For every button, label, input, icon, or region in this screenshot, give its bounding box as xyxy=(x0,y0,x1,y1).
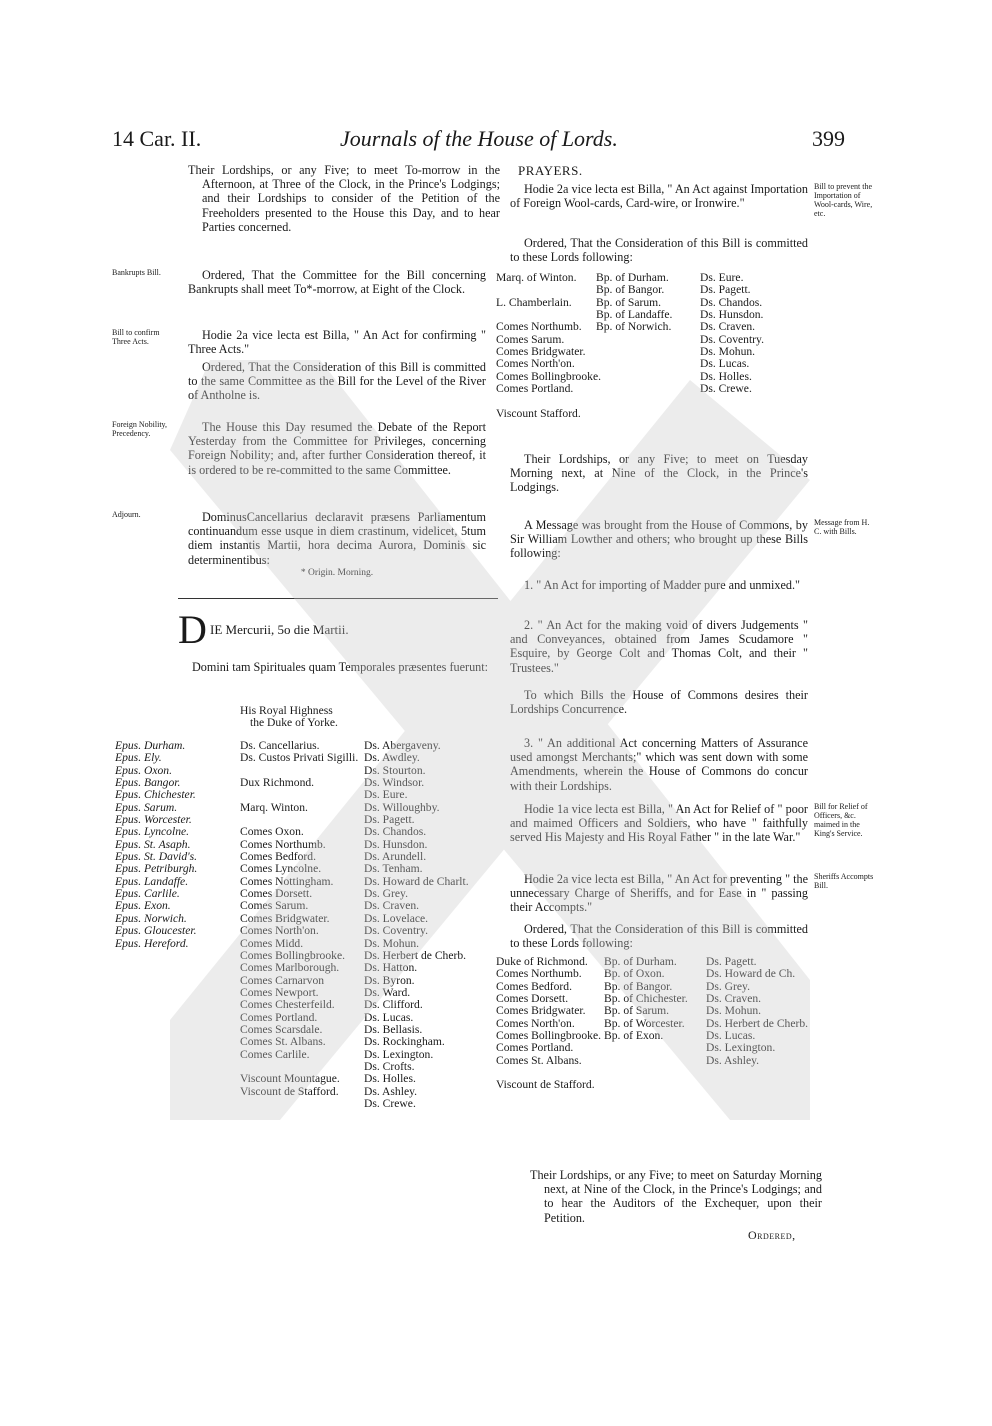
list-item: Ds. Awdley. xyxy=(364,751,420,765)
list-item: Comes Sarum. xyxy=(496,332,565,346)
list-item: Marq. Winton. xyxy=(240,800,308,814)
list-item: Ds. Lexington. xyxy=(364,1047,434,1061)
list-item: Ds. Hunsdon. xyxy=(364,837,428,851)
list-item: Epus. Carlile. xyxy=(115,887,180,901)
paragraph: DominusCancellarius declaravit præsens Parliamentum continuandum esse usque in diem crastinum, videlicet, 5tum diem instantis Martii, hora decima Aurora, Dominis sic determinentibus: xyxy=(188,510,486,567)
list-item: Bp. of Durham. xyxy=(604,955,677,968)
list-item: Ds. Hunsdon. xyxy=(700,308,764,322)
list-item: Viscount de Stafford. xyxy=(496,1078,595,1092)
section-heading: PRAYERS. xyxy=(518,163,583,178)
list-item: Bp. of Bangor. xyxy=(596,283,665,297)
list-item: Ds. Byron. xyxy=(364,973,415,987)
paragraph: Ordered, That the Consideration of this Bill is committed to these Lords following: xyxy=(510,236,808,265)
paragraph: Their Lordships, or any Five; to meet on Saturday Morning next, at Nine of the Clock, in the Prince's Lodgings; and to hear the Auditors of the Exchequer, upon their Petition. xyxy=(530,1168,822,1225)
list-item: Bp. of Sarum. xyxy=(604,1004,670,1018)
list-item: Ds. Chandos. xyxy=(364,825,427,839)
list-item: Epus. Hereford. xyxy=(115,936,189,950)
list-item: Ds. Grey. xyxy=(364,887,409,901)
list-item: Ds. Crewe. xyxy=(700,382,752,396)
date-heading: IE Mercurii, 5o die Martii. xyxy=(210,622,349,637)
list-item: Ds. Craven. xyxy=(706,992,762,1006)
list-item: Comes Newport. xyxy=(240,985,319,999)
list-item: Epus. Oxon. xyxy=(115,763,172,777)
list-item: Comes Dorsett. xyxy=(240,887,313,901)
list-item: Viscount Stafford. xyxy=(496,406,581,420)
list-item: Comes St. Albans. xyxy=(240,1035,326,1049)
committee-list-barons xyxy=(706,956,808,1067)
attendance-heading: Domini tam Spirituales quam Temporales præsentes fuerunt: xyxy=(191,660,489,674)
list-item: Epus. Petriburgh. xyxy=(115,862,198,876)
list-item: Ds. Lovelace. xyxy=(364,911,429,925)
list-item: Comes Bridgwater. xyxy=(240,911,330,925)
list-item: Epus. Bangor. xyxy=(115,776,181,790)
list-item: Comes Marlborough. xyxy=(240,961,340,975)
list-item: Comes Dorsett. xyxy=(496,992,569,1006)
list-item: Comes Bridgwater. xyxy=(496,1004,586,1018)
list-item: L. Chamberlain. xyxy=(496,295,572,309)
list-item: Comes Lyncolne. xyxy=(240,862,322,876)
list-item: Ds. Howard de Ch. xyxy=(706,967,796,981)
list-item: Comes Bridgwater. xyxy=(496,345,586,359)
paragraph: Hodie 2a vice lecta est Billa, " An Act against Importation of Foreign Wool-cards, Card-wire, or Ironwire." xyxy=(510,182,808,211)
list-item: Ds. Eure. xyxy=(364,788,408,802)
list-item: Bp. of Chichester. xyxy=(604,992,688,1006)
list-item: Comes Bollingbrooke. xyxy=(496,369,601,383)
paragraph: Hodie 2a vice lecta est Billa, " An Act for confirming " Three Acts." xyxy=(188,328,486,357)
list-item: Bp. of Bangor. xyxy=(604,979,673,993)
list-item: Epus. Sarum. xyxy=(115,800,178,814)
drop-capital: D xyxy=(178,607,207,652)
list-item: Comes North'on. xyxy=(496,1016,575,1030)
list-item: Comes Scarsdale. xyxy=(240,1022,323,1036)
list-item: Comes Bedford. xyxy=(496,979,572,993)
list-item: Comes Northumb. xyxy=(496,967,582,981)
margin-note: Bill for Relief of Officers, &c. maimed in the King's Service. xyxy=(814,802,868,838)
list-item: Viscount de Stafford. xyxy=(240,1084,339,1098)
list-item: Epus. St. Asaph. xyxy=(115,837,191,851)
list-item: Ds. Herbert de Cherb. xyxy=(706,1016,809,1030)
list-item: Ds. Stourton. xyxy=(364,763,426,777)
royal-attendee: His Royal Highness the Duke of Yorke. xyxy=(240,704,338,730)
list-item: Ds. Pagett. xyxy=(364,813,415,827)
margin-note: Bankrupts Bill. xyxy=(112,268,161,277)
list-item: Epus. Exon. xyxy=(115,899,171,913)
list-item: Ds. Mohun. xyxy=(706,1004,762,1018)
paragraph: To which Bills the House of Commons desires their Lordships Concurrence. xyxy=(510,688,808,717)
committee-list-bishops xyxy=(596,272,672,334)
list-item: Ds. Coventry. xyxy=(700,332,764,346)
list-item: Epus. Ely. xyxy=(115,751,162,765)
paragraph: 1. " An Act for importing of Madder pure and unmixed." xyxy=(524,578,800,592)
catchword: Ordered, xyxy=(748,1228,796,1242)
paragraph: A Message was brought from the House of Commons, by Sir William Lowther and others; who brought up these Bills following: xyxy=(510,518,808,561)
list-item: Epus. Norwich. xyxy=(115,911,187,925)
list-item: Bp. of Durham. xyxy=(596,271,669,284)
list-item: Comes Midd. xyxy=(240,936,304,950)
margin-note: Foreign Nobility, Precedency. xyxy=(112,420,168,438)
list-item: Ds. Lucas. xyxy=(700,357,750,371)
list-item: Epus. Durham. xyxy=(115,739,186,752)
list-item: Ds. Ashley. xyxy=(364,1084,418,1098)
list-item: Ds. Willoughby. xyxy=(364,800,440,814)
committee-list-bishops xyxy=(604,956,688,1042)
paragraph: Their Lordships, or any Five; to meet To-morrow in the Afternoon, at Three of the Clock, in the Prince's Lodgings; and their Lordships to consider of the Petition of the Freeholders presented to the House this Day, and to hear Parties concerned. xyxy=(188,163,500,234)
page-number: 399 xyxy=(812,126,845,151)
committee-list-earls xyxy=(496,272,601,420)
list-item: Ds. Clifford. xyxy=(364,998,423,1012)
list-item: Ds. Chandos. xyxy=(700,295,763,309)
list-item: Ds. Mohun. xyxy=(364,936,420,950)
list-item: Ds. Grey. xyxy=(706,979,751,993)
committee-list-barons xyxy=(700,272,764,395)
list-item: Ds. Ashley. xyxy=(706,1053,760,1067)
list-item: Ds. Pagett. xyxy=(706,955,757,968)
paragraph: 3. " An additional Act concerning Matters of Assurance used amongst Merchants;" which was sent down with some Amendments, wherein the House of Commons do concur with their Lordships. xyxy=(510,736,808,793)
list-item: Epus. Worcester. xyxy=(115,813,192,827)
list-item: Comes St. Albans. xyxy=(496,1053,582,1067)
list-item: Ds. Craven. xyxy=(700,320,756,334)
list-item: Comes Portland. xyxy=(240,1010,318,1024)
list-item: Ds. Lucas. xyxy=(706,1029,756,1043)
list-item: Bp. of Oxon. xyxy=(604,967,665,981)
list-item: Comes North'on. xyxy=(496,357,575,371)
list-item: Ds. Coventry. xyxy=(364,924,428,938)
margin-note: Bill to prevent the Importation of Wool-cards, Wire, etc. xyxy=(814,182,873,218)
list-item: Ds. Holles. xyxy=(364,1072,416,1086)
list-item: Epus. St. David's. xyxy=(115,850,198,864)
list-item: Ds. Ward. xyxy=(364,985,411,999)
list-item: Ds. Hatton. xyxy=(364,961,418,975)
list-item: Ds. Bellasis. xyxy=(364,1022,423,1036)
list-item: Viscount Mountague. xyxy=(240,1072,340,1086)
margin-note: Message from H. C. with Bills. xyxy=(814,518,870,536)
running-head-left: 14 Car. II. xyxy=(112,126,202,151)
section-divider xyxy=(178,598,498,599)
list-item: Comes Portland. xyxy=(496,382,574,396)
footnote: * Origin. Morning. xyxy=(300,568,374,578)
list-item: Ds. Tenham. xyxy=(364,862,423,876)
list-item: Ds. Abergaveny. xyxy=(364,739,441,752)
attendance-peers xyxy=(240,740,358,1098)
list-item: Comes Carlile. xyxy=(240,1047,310,1061)
paragraph: 2. " An Act for the making void of divers Judgements " and Conveyances, obtained from James Scudamore " Esquire, by George Colt and Thomas Colt, and their " Trustees." xyxy=(510,618,808,675)
list-item: Duke of Richmond. xyxy=(496,955,588,968)
list-item: Ds. Pagett. xyxy=(700,283,751,297)
list-item: Ds. Holles. xyxy=(700,369,752,383)
margin-note: Bill to confirm Three Acts. xyxy=(112,328,160,346)
list-item: Ds. Craven. xyxy=(364,899,420,913)
list-item: Ds. Crofts. xyxy=(364,1059,415,1073)
list-item: Comes Bedford. xyxy=(240,850,316,864)
list-item: Ds. Crewe. xyxy=(364,1096,416,1110)
list-item xyxy=(240,789,358,801)
attendance-bishops xyxy=(115,740,197,950)
committee-list-earls xyxy=(496,956,601,1092)
paragraph: The House this Day resumed the Debate of the Report Yesterday from the Committee for Privileges, concerning Foreign Nobility; and, after further Consideration thereof, it is ordered to be re-committed to the same Committee. xyxy=(188,420,486,477)
list-item: Ds. Howard de Charlt. xyxy=(364,874,469,888)
paragraph: Ordered, That the Consideration of this Bill is committed to these Lords following: xyxy=(510,922,808,951)
list-item: Ds. Mohun. xyxy=(700,345,756,359)
list-item: Epus. Landaffe. xyxy=(115,874,189,888)
margin-note: Sheriffs Accompts Bill. xyxy=(814,872,874,890)
paragraph: Ordered, That the Committee for the Bill concerning Bankrupts shall meet To*-morrow, at Eight of the Clock. xyxy=(188,268,486,297)
list-item xyxy=(496,395,601,407)
list-item: Ds. Eure. xyxy=(700,271,744,284)
list-item: Ds. Lexington. xyxy=(706,1041,776,1055)
list-item: Bp. of Sarum. xyxy=(596,295,662,309)
list-item: Bp. of Landaffe. xyxy=(596,308,673,322)
list-item: Ds. Arundell. xyxy=(364,850,427,864)
paragraph: Their Lordships, or any Five; to meet on Tuesday Morning next, at Nine of the Clock, in the Prince's Lodgings. xyxy=(510,452,808,495)
list-item: Comes Northumb. xyxy=(496,320,582,334)
list-item: Comes Sarum. xyxy=(240,899,309,913)
list-item: Ds. Cancellarius. xyxy=(240,739,320,752)
paragraph: Ordered, That the Consideration of this Bill is committed to the same Committee as the Bill for the Level of the River of Antholne is. xyxy=(188,360,486,403)
list-item: Dux Richmond. xyxy=(240,776,315,790)
list-item: Comes Carnarvon xyxy=(240,973,325,987)
list-item: Comes Chesterfeild. xyxy=(240,998,335,1012)
list-item: Comes Northumb. xyxy=(240,837,326,851)
margin-note: Adjourn. xyxy=(112,510,141,519)
paragraph: Hodie 1a vice lecta est Billa, " An Act for Relief of " poor and maimed Officers and Soldiers, who have " faithfully served His Majesty and His Royal Father " in the late War." xyxy=(510,802,808,845)
list-item: Ds. Rockingham. xyxy=(364,1035,445,1049)
list-item: Comes Nottingham. xyxy=(240,874,334,888)
list-item: Ds. Windsor. xyxy=(364,776,425,790)
list-item xyxy=(496,284,601,296)
list-item: Bp. of Worcester. xyxy=(604,1016,685,1030)
list-item: Comes Bollingbrooke. xyxy=(496,1029,601,1043)
list-item: Bp. of Norwich. xyxy=(596,320,672,334)
list-item: Marq. of Winton. xyxy=(496,271,577,284)
paragraph: Hodie 2a vice lecta est Billa, " An Act for preventing " the unnecessary Charge of Sheriffs, and for Ease in " passing their Accompts." xyxy=(510,872,808,915)
list-item: Bp. of Exon. xyxy=(604,1029,664,1043)
running-head-title: Journals of the House of Lords. xyxy=(340,126,618,151)
list-item: Ds. Herbert de Cherb. xyxy=(364,948,467,962)
list-item: Comes Portland. xyxy=(496,1041,574,1055)
list-item: Comes Oxon. xyxy=(240,825,304,839)
list-item: Epus. Gloucester. xyxy=(115,924,197,938)
list-item: Ds. Custos Privati Sigilli. xyxy=(240,751,359,765)
list-item: Comes North'on. xyxy=(240,924,319,938)
attendance-barons xyxy=(364,740,469,1110)
list-item: Epus. Chichester. xyxy=(115,788,196,802)
list-item: Ds. Lucas. xyxy=(364,1010,414,1024)
list-item: Comes Bollingbrooke. xyxy=(240,948,345,962)
list-item: Epus. Lyncolne. xyxy=(115,825,190,839)
